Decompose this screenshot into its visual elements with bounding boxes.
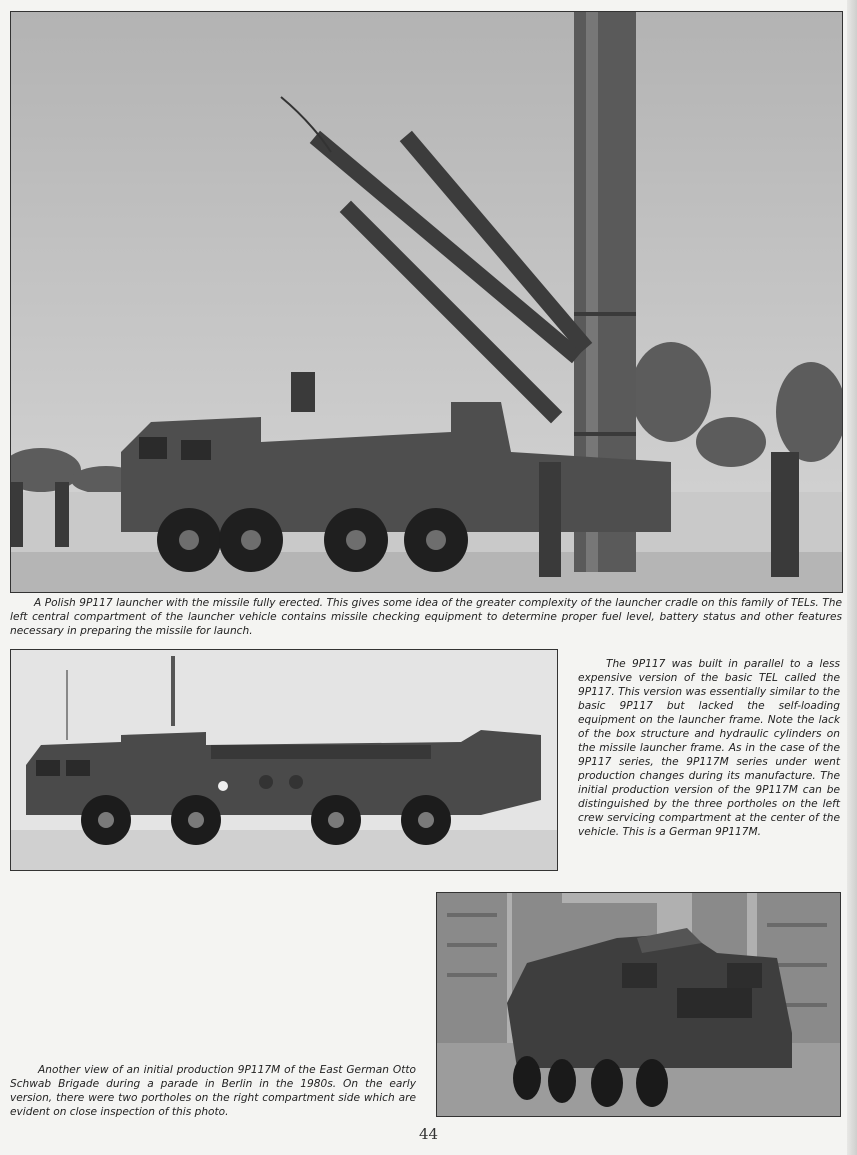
caption-9p117m-side: The 9P117 was built in parallel to a less expensive version of the basic TEL called the 9P117. This version was essentially similar to the basic 9P117 but lacked the self-loading equipment on the launcher frame. Note the lack of the box structure and hydraulic cylinders on the missile launcher frame. As in the case of the 9P117 series, the 9P117M series under went production changes during its manufacture. The initial production version of the 9P117M can be distinguished by the three portholes on the left crew servicing compartment at the center of the vehicle. This is a German 9P117M.	[578, 658, 840, 838]
photo-launcher-erected	[10, 11, 843, 593]
caption-launcher-erected: A Polish 9P117 launcher with the missile fully erected. This gives some idea of the greater complexity of the launcher cradle on this family of TELs. The left central compartment of the launcher vehicle contains missile checking equipment to determine proper fuel level, battery status and other features necessary in preparing the missile for launch.	[10, 597, 842, 637]
page-edge-shadow	[847, 0, 857, 1155]
photo-9p117m-side	[10, 649, 558, 871]
caption-parade-berlin: Another view of an initial production 9P117M of the East German Otto Schwab Brigade during a parade in Berlin in the 1980s. On the early version, there were two portholes on the right compartment side which are evident on close inspection of this photo.	[10, 1064, 416, 1118]
launcher-erected-image	[11, 12, 842, 592]
page-number: 44	[418, 1125, 439, 1143]
parade-berlin-image	[437, 893, 840, 1116]
photo-parade-berlin	[436, 892, 841, 1117]
9p117m-side-image	[11, 650, 557, 870]
